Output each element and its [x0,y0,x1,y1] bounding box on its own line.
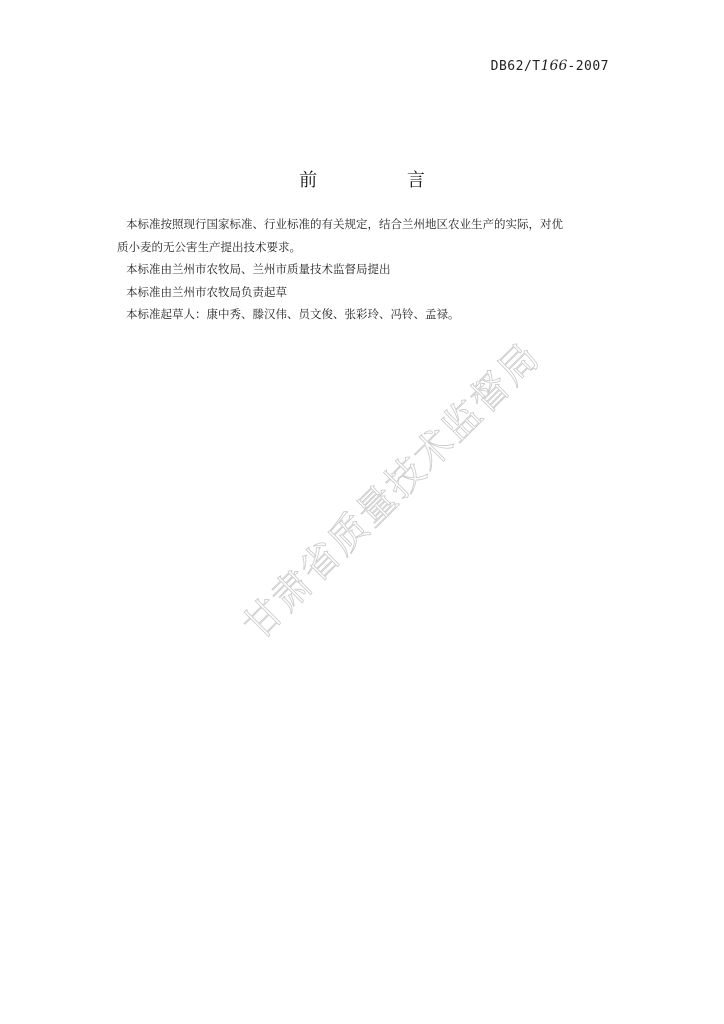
standard-code-handwritten-number: 166 [540,58,568,74]
standard-code-year: 2007 [575,59,609,74]
standard-code [491,58,609,74]
watermark-text: 甘肃省质量技术监督局 [234,333,549,648]
paragraph-drafting-unit: 本标准由兰州市农牧局负责起草 [126,284,287,299]
paragraph-drafters: 本标准起草人：康中秀、滕汉伟、员文俊、张彩玲、冯铃、孟禄。 [126,307,460,321]
paragraph-1-line-2: 质小麦的无公害生产提出技术要求。 [117,239,301,254]
foreword-body [117,213,637,326]
paragraph-1-line-1: 本标准按照现行国家标准、行业标准的有关规定，结合兰州地区农业生产的实际，对优 [126,217,563,231]
foreword-heading: 前 言 [299,170,467,191]
standard-code-prefix: DB62/T [490,59,541,74]
paragraph-proposer: 本标准由兰州市农牧局、兰州市质量技术监督局提出 [126,262,391,276]
standard-code-separator: - [567,59,576,74]
